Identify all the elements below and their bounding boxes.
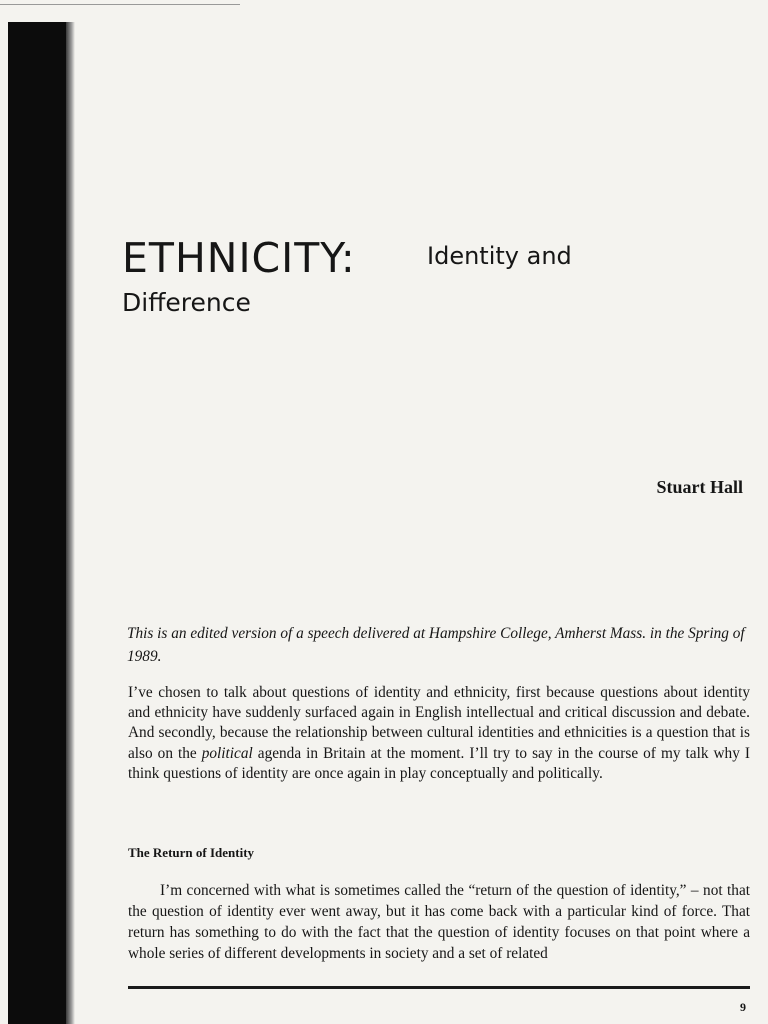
page-number: 9 xyxy=(740,1000,746,1014)
editorial-note: This is an edited version of a speech delivered at Hampshire College, Amherst Mass. in the Spring of 1989. xyxy=(127,625,745,665)
section-heading: The Return of Identity xyxy=(128,845,255,860)
intro-text-start: I’ve chosen to talk about questions of identity and ethnicity, first because questions about identity and ethnicity have suddenly surfaced again in English intellectual and critical discussion and debate. And secondly, because the relationship between cultural identities and ethnicities is a question that is also on the xyxy=(128,684,750,762)
article-title-sub: Identity and xyxy=(427,242,572,270)
footer-rule xyxy=(128,986,750,989)
author-name: Stuart Hall xyxy=(656,477,743,497)
scan-top-rule xyxy=(0,4,240,5)
intro-paragraph xyxy=(128,683,750,784)
intro-text-end: agenda in Britain at the moment. I’ll try to say in the course of my talk why I think questions of identity are once again in play conceptually and politically. xyxy=(128,744,750,782)
section-paragraph: I’m concerned with what is sometimes called the “return of the question of identity,” – not that the question of identity ever went away, but it has come back with a particular kind of force. That return has something to do with the fact that the question of identity focuses on that point where a whole series of different developments in society and a set of related xyxy=(128,882,750,962)
article-title-main: ETHNICITY: xyxy=(122,234,356,282)
article-title-line2: Difference xyxy=(122,288,251,317)
intro-emphasis: political xyxy=(201,744,253,762)
book-spine-edge xyxy=(66,22,75,1024)
book-spine-shadow xyxy=(8,22,66,1024)
